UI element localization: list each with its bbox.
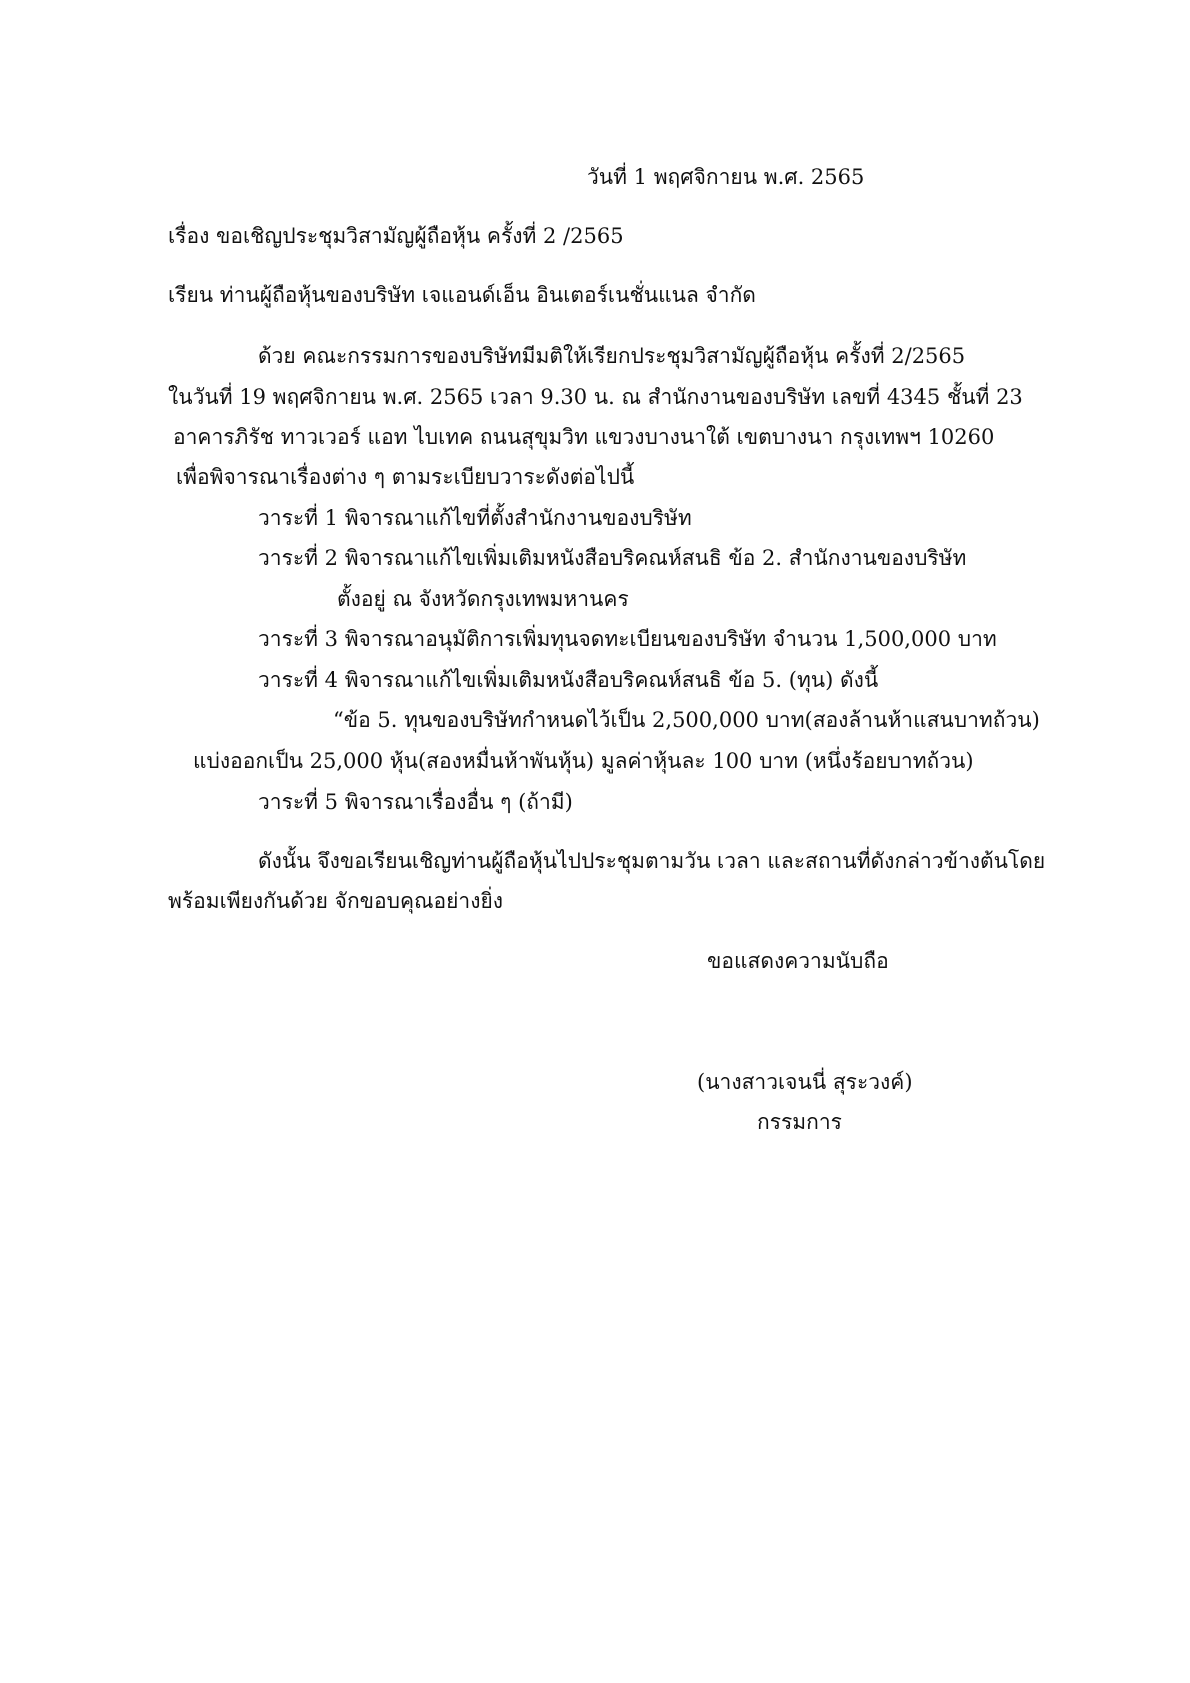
agenda-item-3: วาระที่ 3 พิจารณาอนุมัติการเพิ่มทุนจดทะเบียนของบริษัท จำนวน 1,500,000 บาท — [258, 627, 997, 651]
signer-title: กรรมการ — [757, 1110, 842, 1134]
regards: ขอแสดงความนับถือ — [707, 949, 889, 973]
agenda-item-2-cont: ตั้งอยู่ ณ จังหวัดกรุงเทพมหานคร — [337, 587, 629, 611]
letter-recipient: เรียน ท่านผู้ถือหุ้นของบริษัท เจแอนด์เอ็น อินเตอร์เนชั่นแนล จำกัด — [168, 283, 756, 307]
agenda-item-2: วาระที่ 2 พิจารณาแก้ไขเพิ่มเติมหนังสือบริคณห์สนธิ ข้อ 2. สำนักงานของบริษัท — [258, 546, 967, 570]
agenda-item-4-quote: “ข้อ 5. ทุนของบริษัทกำหนดไว้เป็น 2,500,000 บาท(สองล้านห้าแสนบาทถ้วน) — [333, 708, 1040, 732]
letter-subject: เรื่อง ขอเชิญประชุมวิสามัญผู้ถือหุ้น ครั้งที่ 2 /2565 — [168, 224, 624, 248]
agenda-item-4-quote-cont: แบ่งออกเป็น 25,000 หุ้น(สองหมื่นห้าพันหุ้น) มูลค่าหุ้นละ 100 บาท (หนึ่งร้อยบาทถ้วน) — [193, 749, 974, 773]
letter-date: วันที่ 1 พฤศจิกายน พ.ศ. 2565 — [587, 165, 865, 189]
intro-line-1: ด้วย คณะกรรมการของบริษัทมีมติให้เรียกประชุมวิสามัญผู้ถือหุ้น ครั้งที่ 2/2565 — [258, 344, 966, 368]
agenda-item-1: วาระที่ 1 พิจารณาแก้ไขที่ตั้งสำนักงานของบริษัท — [258, 506, 692, 530]
intro-line-4: เพื่อพิจารณาเรื่องต่าง ๆ ตามระเบียบวาระดังต่อไปนี้ — [176, 465, 635, 489]
intro-line-3: อาคารภิรัช ทาวเวอร์ แอท ไบเทค ถนนสุขุมวิท แขวงบางนาใต้ เขตบางนา กรุงเทพฯ 10260 — [173, 425, 995, 449]
agenda-item-5: วาระที่ 5 พิจารณาเรื่องอื่น ๆ (ถ้ามี) — [258, 790, 573, 814]
agenda-item-4: วาระที่ 4 พิจารณาแก้ไขเพิ่มเติมหนังสือบริคณห์สนธิ ข้อ 5. (ทุน) ดังนี้ — [258, 668, 879, 692]
intro-line-2: ในวันที่ 19 พฤศจิกายน พ.ศ. 2565 เวลา 9.30 น. ณ สำนักงานของบริษัท เลขที่ 4345 ชั้นที่ 23 — [168, 385, 1023, 409]
closing-line-2: พร้อมเพียงกันด้วย จักขอบคุณอย่างยิ่ง — [168, 889, 504, 913]
closing-line-1: ดังนั้น จึงขอเรียนเชิญท่านผู้ถือหุ้นไปประชุมตามวัน เวลา และสถานที่ดังกล่าวข้างต้นโดย — [258, 849, 1046, 873]
signer-name: (นางสาวเจนนี่ สุระวงค์) — [697, 1070, 913, 1094]
